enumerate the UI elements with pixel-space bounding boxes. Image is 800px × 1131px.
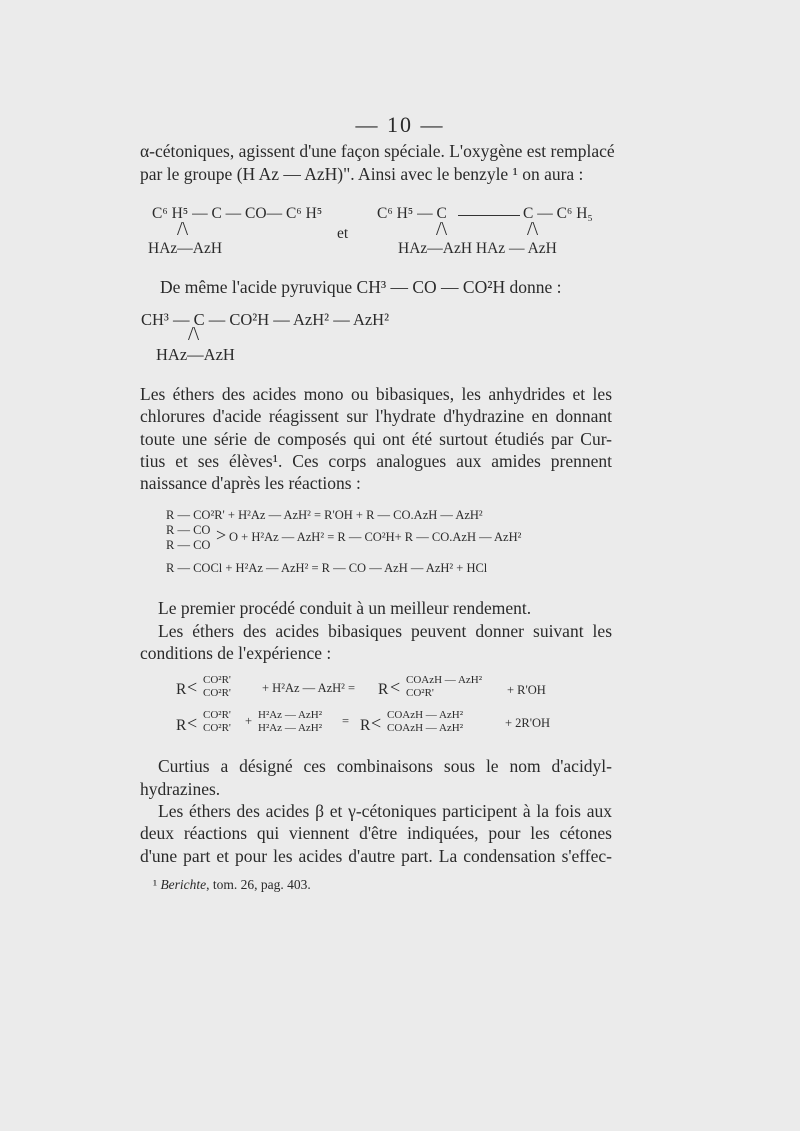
formula-text: CO²R' bbox=[203, 687, 231, 699]
text-line: conditions de l'expérience : bbox=[140, 643, 332, 663]
formula-text: CH³ — C — CO²H — AzH² — AzH² bbox=[141, 310, 390, 329]
bracket-symbol: < bbox=[371, 713, 382, 733]
text-line: Les éthers des acides mono ou bibasiques, les anhydrides et les bbox=[140, 384, 612, 404]
formula-text: COAzH — AzH² bbox=[387, 709, 464, 721]
text-line: Les éthers des acides β et γ-cétoniques participent à la fois aux bbox=[158, 801, 612, 821]
bracket-symbol: < bbox=[187, 677, 198, 697]
bond-line bbox=[458, 215, 520, 216]
reaction-line: R — CO bbox=[166, 538, 211, 552]
bracket-symbol: < bbox=[187, 713, 198, 733]
formula-text: COAzH — AzH² bbox=[387, 722, 464, 734]
text-line: par le groupe (H Az — AzH)". Ainsi avec le benzyle ¹ on aura : bbox=[140, 164, 584, 184]
reaction-line: O + H²Az — AzH² = R — CO²H+ R — CO.AzH — AzH² bbox=[229, 530, 522, 544]
formula-text: COAzH — AzH² bbox=[406, 674, 483, 686]
reaction-line: R — CO²R' + H²Az — AzH² = R'OH + R — CO.AzH — AzH² bbox=[166, 508, 483, 522]
formula-text: CO²R' bbox=[203, 722, 231, 734]
text-line: chlorures d'acide réagissent sur l'hydrate d'hydrazine en donnant bbox=[140, 406, 612, 426]
formula-text: C⁶ H⁵ — C — CO— C⁶ H⁵ bbox=[152, 205, 323, 222]
formula-text: CO²R' bbox=[203, 674, 231, 686]
formula-text: + R'OH bbox=[507, 683, 546, 697]
text-line: α-cétoniques, agissent d'une façon spéciale. L'oxygène est remplacé bbox=[140, 141, 615, 161]
reaction-line: R — CO bbox=[166, 523, 211, 537]
formula-text: + bbox=[245, 714, 253, 728]
page-number: — 10 — bbox=[355, 112, 445, 137]
bracket-symbol: < bbox=[390, 677, 401, 697]
formula-text: HAz—AzH bbox=[156, 345, 235, 364]
footnote-mark: ¹ bbox=[153, 877, 158, 892]
text-line: Curtius a désigné ces combinaisons sous le nom d'acidyl- bbox=[158, 756, 612, 776]
formula-text: CO²R' bbox=[203, 709, 231, 721]
formula-text: R bbox=[176, 717, 187, 734]
footnote bbox=[153, 877, 311, 893]
footnote-source: Berichte bbox=[160, 877, 207, 892]
formula-text: H²Az — AzH² bbox=[258, 722, 323, 734]
formula-text: R bbox=[176, 681, 187, 698]
text-line: d'une part et pour les acides d'autre part. La condensation s'effec- bbox=[140, 846, 612, 866]
wedge-symbol: /\ bbox=[527, 218, 539, 240]
formula-text: = bbox=[342, 714, 350, 728]
text-line: De même l'acide pyruvique CH³ — CO — CO²H donne : bbox=[160, 277, 562, 297]
connector-text: et bbox=[337, 225, 349, 242]
wedge-symbol: /\ bbox=[188, 323, 200, 345]
formula-text: C⁶ H⁵ — C bbox=[377, 205, 447, 222]
formula-text: R bbox=[378, 681, 389, 698]
text-line: deux réactions qui viennent d'être indiquées, pour les cétones bbox=[140, 823, 612, 843]
bracket-symbol: > bbox=[216, 525, 227, 545]
formula-text: + H²Az — AzH² = bbox=[262, 681, 356, 695]
text-line: toute une série de composés qui ont été surtout étudiés par Cur- bbox=[140, 429, 612, 449]
formula-text: H²Az — AzH² bbox=[258, 709, 323, 721]
text-line: Le premier procédé conduit à un meilleur rendement. bbox=[158, 598, 532, 618]
wedge-symbol: /\ bbox=[436, 218, 448, 240]
formula-text: C — C⁶ H₅ bbox=[523, 205, 593, 222]
text-line: Les éthers des acides bibasiques peuvent donner suivant les bbox=[158, 621, 612, 641]
formula-text: + 2R'OH bbox=[505, 716, 551, 730]
wedge-symbol: /\ bbox=[177, 218, 189, 240]
text-line: tius et ses élèves¹. Ces corps analogues aux amides prennent bbox=[140, 451, 612, 471]
text-line: hydrazines. bbox=[140, 779, 221, 799]
footnote-text: , tom. 26, pag. 403. bbox=[206, 877, 311, 892]
formula-text: HAz—AzH bbox=[148, 240, 223, 257]
reaction-line: R — COCl + H²Az — AzH² = R — CO — AzH — AzH² + HCl bbox=[166, 561, 488, 575]
formula-text: R bbox=[360, 717, 371, 734]
formula-text: CO²R' bbox=[406, 687, 434, 699]
formula-text: HAz—AzH HAz — AzH bbox=[398, 240, 557, 257]
text-line: naissance d'après les réactions : bbox=[140, 473, 361, 493]
